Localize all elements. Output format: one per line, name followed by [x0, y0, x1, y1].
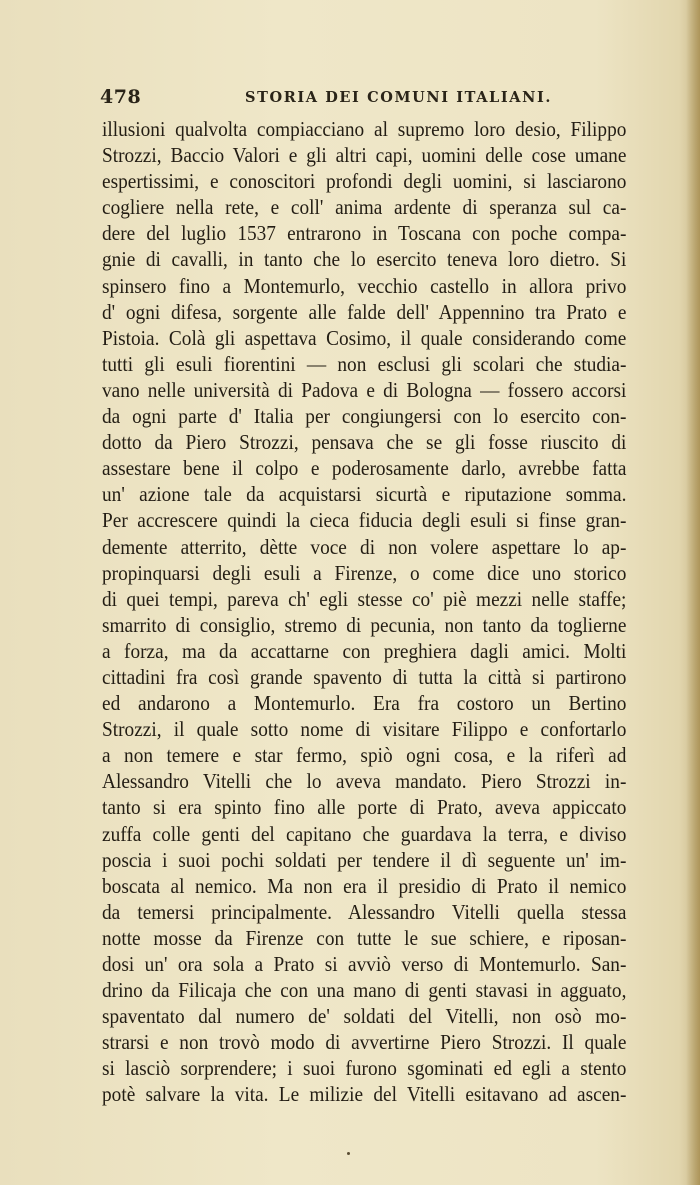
text-line: Strozzi, Baccio Valori e gli altri capi, uomini delle cose umane [102, 143, 627, 168]
text-line: drino da Filicaja che con una mano di genti stavasi in agguato, [102, 978, 627, 1003]
text-line: illusioni qualvolta compiacciano al supremo loro desio, Filippo [102, 117, 627, 141]
page-number: 478 [100, 86, 142, 108]
text-line: vano nelle università di Padova e di Bologna — fossero accorsi [102, 377, 627, 402]
running-head [100, 86, 675, 110]
text-line: si lasciò sorprendere; i suoi furono sgominati ed egli a stento [102, 1056, 627, 1081]
text-line: gnie di cavalli, in tanto che lo esercito teneva loro dietro. Si [102, 247, 627, 272]
text-line: cittadini fra così grande spavento di tutta la città si partirono [102, 664, 627, 689]
text-line: dere del luglio 1537 entrarono in Toscana con poche compa- [102, 221, 627, 246]
text-line: zuffa colle genti del capitano che guardava la terra, e diviso [102, 821, 627, 846]
text-line: spinsero fino a Montemurlo, vecchio castello in allora privo [102, 273, 627, 298]
text-line: tutti gli esuli fiorentini — non esclusi gli scolari che studia- [102, 351, 627, 376]
text-line: cogliere nella rete, e coll' anima ardente di speranza sul ca- [102, 195, 627, 220]
text-line: dotto da Piero Strozzi, pensava che se gli fosse riuscito di [102, 430, 627, 455]
text-line: spaventato dal numero de' soldati del Vitelli, non osò mo- [102, 1004, 627, 1029]
text-line: ed andarono a Montemurlo. Era fra costoro un Bertino [102, 691, 627, 716]
text-line: potè salvare la vita. Le milizie del Vitelli esitavano ad ascen- [102, 1082, 627, 1107]
text-line: Alessandro Vitelli che lo aveva mandato. Piero Strozzi in- [102, 769, 627, 794]
text-line: Pistoia. Colà gli aspettava Cosimo, il quale considerando come [102, 325, 627, 350]
text-line: espertissimi, e conoscitori profondi degli uomini, si lasciarono [102, 169, 627, 194]
text-line: dosi un' ora sola a Prato si avviò verso di Montemurlo. San- [102, 952, 627, 976]
text-line: Per accrescere quindi la cieca fiducia degli esuli si finse gran- [102, 508, 627, 533]
text-line: tanto si era spinto fino alle porte di Prato, aveva appiccato [102, 795, 627, 820]
text-line: strarsi e non trovò modo di avvertirne Piero Strozzi. Il quale [102, 1030, 627, 1055]
text-line: Strozzi, il quale sotto nome di visitare Filippo e confortarlo [102, 717, 627, 742]
text-line: notte mosse da Firenze con tutte le sue schiere, e riposan- [102, 925, 627, 950]
text-line: smarrito di consiglio, stremo di pecunia, non tanto da toglierne [102, 612, 627, 637]
text-line: un' azione tale da acquistarsi sicurtà e riputazione somma. [102, 482, 627, 507]
text-line: demente atterrito, dètte voce di non volere aspettare lo ap- [102, 534, 627, 559]
running-title: STORIA DEI COMUNI ITALIANI. [245, 89, 552, 106]
text-line: poscia i suoi pochi soldati per tendere il dì seguente un' im- [102, 847, 627, 872]
text-line: da temersi principalmente. Alessandro Vitelli quella stessa [102, 899, 627, 924]
text-line: a forza, ma da accattarne con preghiera dagli amici. Molti [102, 638, 627, 663]
body-text [102, 116, 700, 1108]
text-line: assestare bene il colpo e poderosamente darlo, avrebbe fatta [102, 456, 627, 481]
text-line: di quei tempi, pareva ch' egli stesse co' piè mezzi nelle staffe; [102, 586, 627, 611]
text-line: da ogni parte d' Italia per congiungersi con lo esercito con- [102, 404, 627, 429]
text-line: d' ogni difesa, sorgente alle falde dell' Appennino tra Prato e [102, 299, 627, 324]
text-line: boscata al nemico. Ma non era il presidio di Prato il nemico [102, 873, 627, 898]
text-line: propinquarsi degli esuli a Firenze, o come dice uno storico [102, 560, 627, 585]
printer-mark-dot [347, 1152, 350, 1155]
text-line: a non temere e star fermo, spiò ogni cosa, e la riferì ad [102, 743, 627, 768]
